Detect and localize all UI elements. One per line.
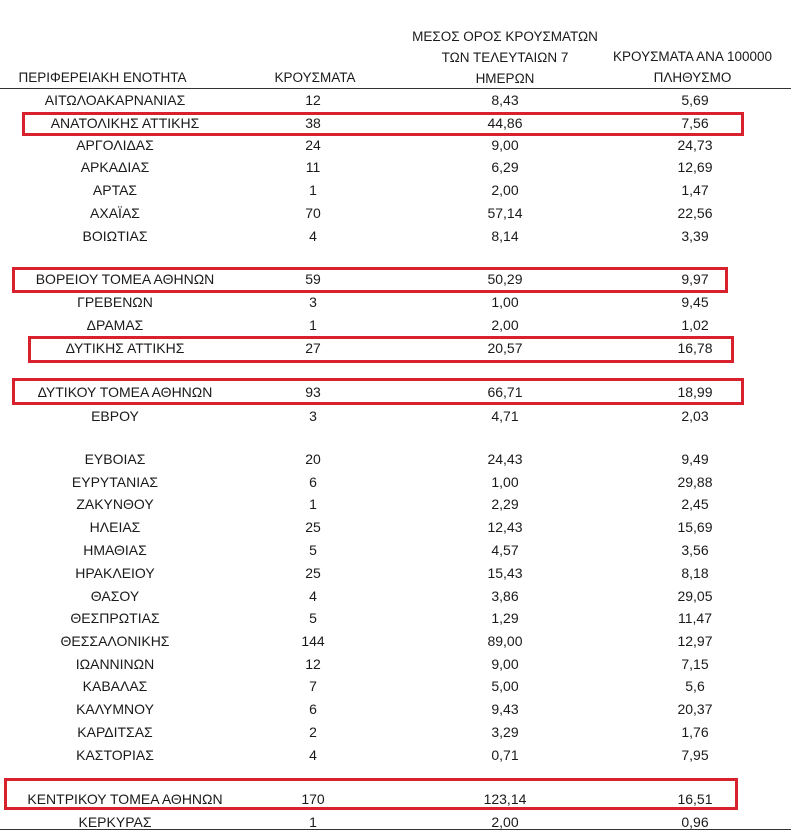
cases-cell: 20 xyxy=(305,451,321,467)
highlight-box xyxy=(28,336,734,363)
per-100k-cell: 1,47 xyxy=(681,182,709,198)
avg-7days-cell: 9,00 xyxy=(491,656,519,672)
per-100k-cell: 2,45 xyxy=(681,496,709,512)
region-name-cell: ΚΑΣΤΟΡΙΑΣ xyxy=(76,747,154,763)
region-name-cell: ΚΑΛΥΜΝΟΥ xyxy=(76,701,154,717)
header-per-line2: ΠΛΗΘΥΣΜΟ xyxy=(653,70,732,85)
avg-7days-cell: 4,71 xyxy=(491,408,519,424)
per-100k-cell: 8,18 xyxy=(681,565,709,581)
cases-cell: 3 xyxy=(309,408,317,424)
cases-cell: 1 xyxy=(309,496,317,512)
region-name-cell: ΗΛΕΙΑΣ xyxy=(89,519,141,535)
cases-cell: 25 xyxy=(305,565,321,581)
cases-cell: 2 xyxy=(309,724,317,740)
table-row xyxy=(0,517,791,539)
avg-7days-cell: 2,00 xyxy=(491,182,519,198)
cases-cell: 7 xyxy=(309,678,317,694)
table-row xyxy=(0,449,791,471)
avg-7days-cell: 9,00 xyxy=(491,137,519,153)
avg-7days-cell: 2,00 xyxy=(491,814,519,830)
region-name-cell: ΑΡΓΟΛΙΔΑΣ xyxy=(76,137,154,153)
avg-7days-cell: 57,14 xyxy=(487,205,523,221)
cases-cell: 6 xyxy=(309,701,317,717)
region-name-cell: ΕΒΡΟΥ xyxy=(91,408,139,424)
cases-cell: 5 xyxy=(309,610,317,626)
cases-cell: 12 xyxy=(305,92,321,108)
per-100k-cell: 5,69 xyxy=(681,92,709,108)
region-name-cell: ΚΕΝΤΡΙΚΟΥ ΤΟΜΕΑ ΑΘΗΝΩΝ xyxy=(27,791,223,807)
avg-7days-cell: 24,43 xyxy=(487,451,523,467)
avg-7days-cell: 2,29 xyxy=(491,496,519,512)
cases-cell: 1 xyxy=(309,814,317,830)
cases-cell: 4 xyxy=(309,747,317,763)
per-100k-cell: 16,78 xyxy=(677,340,713,356)
per-100k-cell: 9,97 xyxy=(681,271,709,287)
region-name-cell: ΑΡΤΑΣ xyxy=(92,182,138,198)
cases-cell: 3 xyxy=(309,294,317,310)
region-name-cell: ΑΧΑΪΑΣ xyxy=(90,205,140,221)
table-row xyxy=(0,90,791,112)
region-name-cell: ΑΙΤΩΛΟΑΚΑΡΝΑΝΙΑΣ xyxy=(44,92,186,108)
table-row xyxy=(0,226,791,248)
cases-cell: 11 xyxy=(305,159,321,175)
header-avg-line1: ΜΕΣΟΣ ΟΡΟΣ ΚΡΟΥΣΜΑΤΩΝ xyxy=(412,29,598,44)
region-name-cell: ΑΝΑΤΟΛΙΚΗΣ ΑΤΤΙΚΗΣ xyxy=(50,115,200,131)
per-100k-cell: 29,88 xyxy=(677,474,713,490)
avg-7days-cell: 89,00 xyxy=(487,633,523,649)
cases-cell: 144 xyxy=(301,633,325,649)
avg-7days-cell: 2,00 xyxy=(491,317,519,333)
cases-cell: 4 xyxy=(309,228,317,244)
per-100k-cell: 2,03 xyxy=(681,408,709,424)
cases-cell: 6 xyxy=(309,474,317,490)
header-avg-line2: ΤΩΝ ΤΕΛΕΥΤΑΙΩΝ 7 xyxy=(441,50,569,65)
region-name-cell: ΑΡΚΑΔΙΑΣ xyxy=(80,159,150,175)
region-name-cell: ΚΑΡΔΙΤΣΑΣ xyxy=(77,724,153,740)
per-100k-cell: 22,56 xyxy=(677,205,713,221)
region-name-cell: ΘΑΣΟΥ xyxy=(90,588,140,604)
table-row xyxy=(0,540,791,562)
cases-cell: 27 xyxy=(305,340,321,356)
per-100k-cell: 0,96 xyxy=(681,814,709,830)
per-100k-cell: 3,39 xyxy=(681,228,709,244)
cases-cell: 59 xyxy=(305,271,321,287)
region-name-cell: ΔΡΑΜΑΣ xyxy=(86,317,144,333)
cases-cell: 170 xyxy=(301,791,325,807)
per-100k-cell: 12,97 xyxy=(677,633,713,649)
per-100k-cell: 1,02 xyxy=(681,317,709,333)
avg-7days-cell: 8,14 xyxy=(491,228,519,244)
avg-7days-cell: 9,43 xyxy=(491,701,519,717)
avg-7days-cell: 1,00 xyxy=(491,294,519,310)
region-name-cell: ΘΕΣΠΡΩΤΙΑΣ xyxy=(70,610,160,626)
per-100k-cell: 20,37 xyxy=(677,701,713,717)
avg-7days-cell: 4,57 xyxy=(491,542,519,558)
per-100k-cell: 9,49 xyxy=(681,451,709,467)
avg-7days-cell: 44,86 xyxy=(487,115,523,131)
cases-cell: 38 xyxy=(305,115,321,131)
table-row xyxy=(0,563,791,585)
table-row xyxy=(0,494,791,516)
avg-7days-cell: 6,29 xyxy=(491,159,519,175)
avg-7days-cell: 15,43 xyxy=(487,565,523,581)
per-100k-cell: 9,45 xyxy=(681,294,709,310)
table-row xyxy=(0,608,791,630)
table-row xyxy=(0,812,791,834)
region-name-cell: ΒΟΡΕΙΟΥ ΤΟΜΕΑ ΑΘΗΝΩΝ xyxy=(35,271,215,287)
avg-7days-cell: 0,71 xyxy=(491,747,519,763)
table-row xyxy=(0,654,791,676)
avg-7days-cell: 3,29 xyxy=(491,724,519,740)
per-100k-cell: 7,15 xyxy=(681,656,709,672)
per-100k-cell: 3,56 xyxy=(681,542,709,558)
table-row xyxy=(0,180,791,202)
highlight-box xyxy=(12,267,728,293)
cases-cell: 12 xyxy=(305,656,321,672)
cases-cell: 1 xyxy=(309,317,317,333)
region-name-cell: ΕΥΒΟΙΑΣ xyxy=(84,451,146,467)
table-row xyxy=(0,745,791,767)
per-100k-cell: 5,6 xyxy=(685,678,705,694)
highlight-box xyxy=(12,378,744,405)
table-row xyxy=(0,203,791,225)
cases-cell: 70 xyxy=(305,205,321,221)
region-name-cell: ΗΜΑΘΙΑΣ xyxy=(83,542,147,558)
table-row xyxy=(0,157,791,179)
region-name-cell: ΕΥΡΥΤΑΝΙΑΣ xyxy=(71,474,159,490)
avg-7days-cell: 1,29 xyxy=(491,610,519,626)
region-name-cell: ΚΕΡΚΥΡΑΣ xyxy=(78,814,152,830)
per-100k-cell: 18,99 xyxy=(677,384,713,400)
per-100k-cell: 1,76 xyxy=(681,724,709,740)
avg-7days-cell: 8,43 xyxy=(491,92,519,108)
highlight-box xyxy=(4,778,738,810)
avg-7days-cell: 12,43 xyxy=(487,519,523,535)
table-row xyxy=(0,699,791,721)
per-100k-cell: 11,47 xyxy=(678,610,712,626)
region-name-cell: ΗΡΑΚΛΕΙΟΥ xyxy=(75,565,155,581)
header-region: ΠΕΡΙΦΕΡΕΙΑΚΗ ΕΝΟΤΗΤΑ xyxy=(18,70,187,85)
table-row xyxy=(0,292,791,314)
header-per-line1: ΚΡΟΥΣΜΑΤΑ ΑΝΑ 100000 xyxy=(613,49,772,64)
table-row xyxy=(0,722,791,744)
cases-cell: 93 xyxy=(305,384,321,400)
table-row xyxy=(0,406,791,428)
per-100k-cell: 7,56 xyxy=(681,115,709,131)
table-row xyxy=(0,676,791,698)
region-name-cell: ΚΑΒΑΛΑΣ xyxy=(82,678,148,694)
cases-cell: 5 xyxy=(309,542,317,558)
region-name-cell: ΒΟΙΩΤΙΑΣ xyxy=(82,228,148,244)
cases-cell: 1 xyxy=(309,182,317,198)
highlight-box xyxy=(22,112,744,136)
per-100k-cell: 16,51 xyxy=(677,791,713,807)
region-name-cell: ΔΥΤΙΚΗΣ ΑΤΤΙΚΗΣ xyxy=(65,340,185,356)
avg-7days-cell: 1,00 xyxy=(491,474,519,490)
table-row xyxy=(0,315,791,337)
cases-cell: 4 xyxy=(309,588,317,604)
region-name-cell: ΘΕΣΣΑΛΟΝΙΚΗΣ xyxy=(60,633,170,649)
table-row xyxy=(0,586,791,608)
table-row xyxy=(0,472,791,494)
region-name-cell: ΙΩΑΝΝΙΝΩΝ xyxy=(75,656,155,672)
per-100k-cell: 12,69 xyxy=(677,159,713,175)
bottom-divider xyxy=(0,829,791,830)
table-row xyxy=(0,631,791,653)
avg-7days-cell: 20,57 xyxy=(487,340,523,356)
region-name-cell: ΓΡΕΒΕΝΩΝ xyxy=(77,294,153,310)
region-name-cell: ΖΑΚΥΝΘΟΥ xyxy=(76,496,154,512)
avg-7days-cell: 123,14 xyxy=(483,791,527,807)
header-cases: ΚΡΟΥΣΜΑΤΑ xyxy=(274,70,356,85)
per-100k-cell: 15,69 xyxy=(677,519,713,535)
per-100k-cell: 29,05 xyxy=(677,588,713,604)
table-row xyxy=(0,135,791,157)
region-name-cell: ΔΥΤΙΚΟΥ ΤΟΜΕΑ ΑΘΗΝΩΝ xyxy=(37,384,213,400)
header-avg-line3: ΗΜΕΡΩΝ xyxy=(475,71,535,86)
avg-7days-cell: 66,71 xyxy=(487,384,523,400)
avg-7days-cell: 3,86 xyxy=(491,588,519,604)
avg-7days-cell: 5,00 xyxy=(491,678,519,694)
per-100k-cell: 24,73 xyxy=(677,137,713,153)
per-100k-cell: 7,95 xyxy=(681,747,709,763)
avg-7days-cell: 50,29 xyxy=(487,271,523,287)
cases-cell: 25 xyxy=(305,519,321,535)
cases-cell: 24 xyxy=(305,137,321,153)
